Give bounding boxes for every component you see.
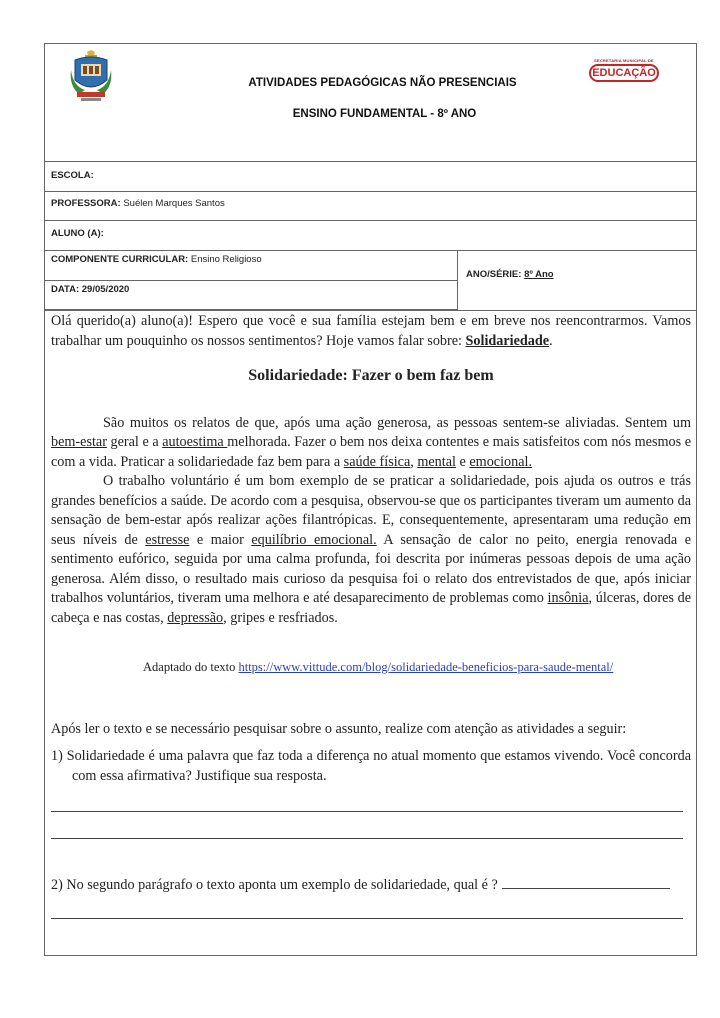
professora-value: Suélen Marques Santos	[123, 198, 225, 209]
instruction-text: Após ler o texto e se necessário pesquisar sobre o assunto, realize com atenção as atividades a seguir:	[51, 720, 627, 737]
term-saude-fisica: saúde física	[343, 453, 411, 470]
educacao-logo-text: EDUCAÇÃO	[589, 64, 659, 82]
educacao-logo	[585, 58, 663, 88]
term-mental: mental	[417, 453, 456, 470]
componente-value: Ensino Religioso	[190, 254, 262, 265]
info-divider	[45, 310, 696, 311]
topic-word: Solidariedade	[465, 332, 550, 349]
educacao-logo-caption: SECRETARIA MUNICIPAL DE	[594, 58, 654, 63]
serie-cell	[458, 251, 696, 310]
escola-row	[45, 162, 696, 192]
professora-label: PROFESSORA:	[51, 198, 121, 209]
term-estresse: estresse	[145, 531, 190, 548]
aluno-row	[45, 221, 696, 251]
question-2	[51, 876, 691, 896]
header	[45, 44, 696, 162]
componente-label: COMPONENTE CURRICULAR:	[51, 254, 189, 265]
componente-row	[45, 251, 458, 281]
serie-label: ANO/SÉRIE:	[466, 269, 522, 280]
term-insonia: insônia	[547, 590, 589, 606]
answer-blank-q2[interactable]	[502, 877, 670, 889]
professora-row	[45, 192, 696, 221]
term-bem-estar: bem-estar	[51, 434, 107, 450]
serie-value: 8º Ano	[524, 269, 554, 280]
question-1: 1) Solidariedade é uma palavra que faz toda a diferença no atual momento que estamos vivendo. Você concorda com essa afirmativa? Justifique sua resposta.	[51, 748, 691, 784]
aluno-label: ALUNO (A):	[51, 228, 104, 239]
article-paragraph-1: São muitos os relatos de que, após uma ação generosa, as pessoas sentem-se aliviadas. Sentem um bem-estar geral e a autoestima melhorada. Fazer o bem nos deixa contentes e mais satisfeitos com nós mesmos e com a vida. Praticar a solidariedade faz bem para a saúde física, mental e emocional.	[51, 414, 691, 470]
data-label: DATA: 29/05/2020	[51, 284, 130, 295]
page-title: ATIVIDADES PEDAGÓGICAS NÃO PRESENCIAIS	[248, 77, 517, 89]
term-emocional: emocional.	[469, 453, 532, 470]
question-2-text: 2) No segundo parágrafo o texto aponta um exemplo de solidariedade, qual é ?	[51, 877, 498, 893]
content	[51, 312, 691, 919]
intro-text: Olá querido(a) aluno(a)! Espero que você e sua família estejam bem e em breve nos reencontrarmos. Vamos trabalhar um pouquinho os nossos sentimentos? Hoje vamos falar sobre:	[51, 313, 691, 349]
intro-paragraph	[51, 312, 691, 351]
source-label: Adaptado do texto	[143, 660, 239, 674]
escola-label: ESCOLA:	[51, 170, 94, 181]
worksheet-page	[44, 43, 697, 956]
page-subtitle: ENSINO FUNDAMENTAL - 8º ANO	[292, 108, 477, 120]
source-line	[51, 658, 691, 678]
data-row	[45, 281, 458, 310]
intro-end: .	[549, 332, 553, 349]
term-autoestima: autoestima	[162, 434, 228, 450]
answer-line-1[interactable]	[51, 811, 683, 812]
article-paragraph-2: O trabalho voluntário é um bom exemplo de se praticar a solidariedade, pois ajuda os outros e trás grandes benefícios a saúde. De acordo com a pesquisa, observou-se que os participantes tiveram um aumento da sensação de bem-estar após realizar ações filantrópicas. E, consequentemente, apresentaram uma redução em seus níveis de estresse e maior equilíbrio emocional. A sensação de calor no peito, energia renovada e sentimento eufórico, seguida por uma calma profunda, foi descrita por inúmeras pessoas depois de uma ação generosa. Além disso, o resultado mais curioso da pesquisa foi o relato dos entrevistados de que, após iniciar trabalhos voluntários, tiveram uma melhora e até desaparecimento de problemas como insônia, úlceras, dores de cabeça e nas costas, depressão, gripes e resfriados.	[51, 473, 692, 626]
answer-line-3[interactable]	[51, 918, 683, 919]
term-equilibrio: equilíbrio emocional.	[251, 531, 377, 548]
article-title: Solidariedade: Fazer o bem faz bem	[248, 367, 494, 384]
answer-line-2[interactable]	[51, 838, 683, 839]
term-depressao: depressão	[167, 609, 224, 626]
municipal-crest-icon	[69, 50, 113, 102]
source-link[interactable]: https://www.vittude.com/blog/solidariedade-beneficios-para-saude-mental/	[238, 660, 614, 674]
